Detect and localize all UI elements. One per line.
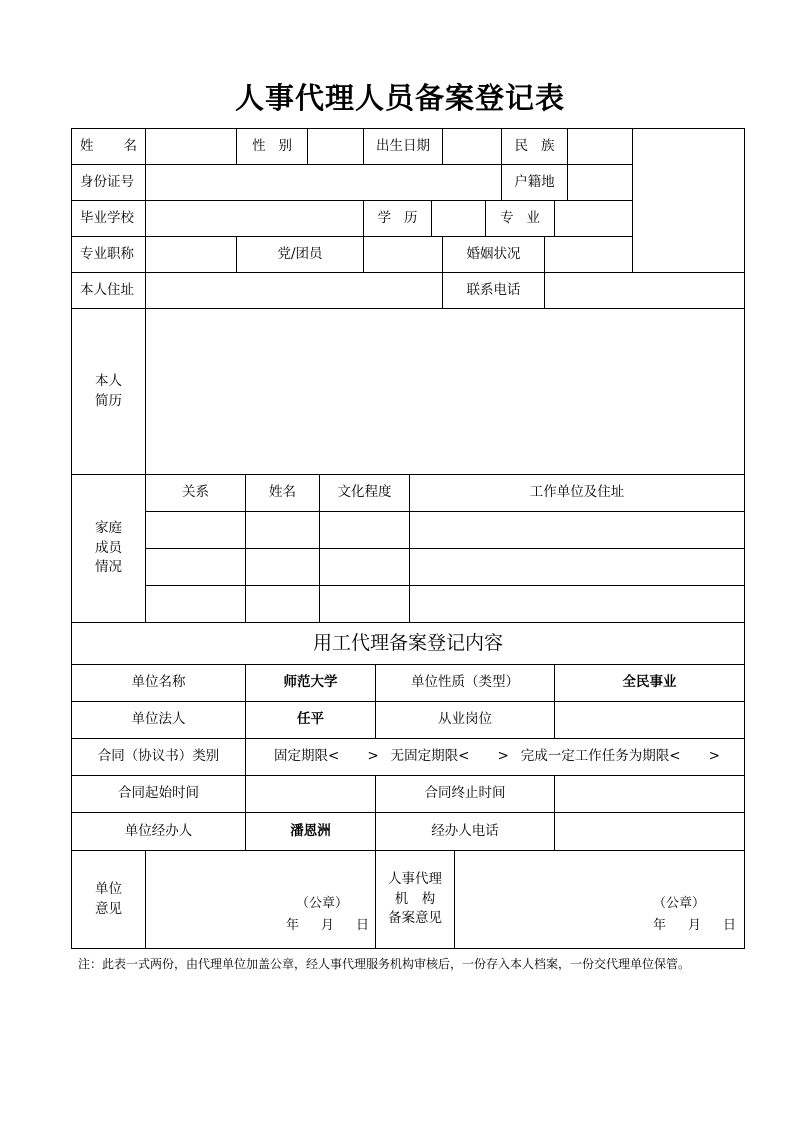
name-label-char-2: 名 — [123, 137, 137, 154]
party-label: 党/团员 — [236, 236, 364, 273]
agency-section-title: 用工代理备案登记内容 — [71, 622, 745, 665]
contract-option-fixed-end: > — [367, 748, 379, 765]
position-label: 从业岗位 — [375, 701, 555, 739]
family-cell[interactable] — [145, 511, 246, 549]
legal-person-value: 任平 — [245, 701, 376, 739]
contract-option-fixed[interactable]: 固定期限< — [274, 748, 340, 765]
agency-seal-text: （公章） — [653, 896, 706, 911]
address-input[interactable] — [145, 272, 443, 309]
major-label-char-2: 业 — [526, 209, 540, 226]
family-cell[interactable] — [319, 548, 410, 586]
handler-value: 潘恩洲 — [245, 812, 376, 851]
family-header-workplace: 工作单位及住址 — [409, 474, 745, 512]
unit-date-month: 月 — [321, 918, 335, 933]
professional-title-input[interactable] — [145, 236, 237, 273]
agency-date-day: 日 — [723, 918, 737, 933]
family-cell[interactable] — [245, 511, 320, 549]
form-title: 人事代理人员备案登记表 — [234, 81, 565, 115]
unit-opinion-box[interactable] — [145, 850, 376, 949]
unit-name-label: 单位名称 — [71, 664, 246, 702]
address-label: 本人住址 — [71, 272, 146, 309]
family-cell[interactable] — [145, 548, 246, 586]
family-header-education: 文化程度 — [319, 474, 410, 512]
school-label: 毕业学校 — [71, 200, 146, 237]
contract-type-label: 合同（协议书）类别 — [71, 738, 246, 776]
party-input[interactable] — [363, 236, 443, 273]
contract-type-options[interactable] — [245, 738, 745, 776]
unit-seal-text: （公章） — [296, 896, 349, 911]
contract-start-input[interactable] — [245, 775, 376, 813]
ethnic-label-char-2: 族 — [540, 137, 555, 154]
unit-opinion-label — [71, 850, 146, 949]
id-input[interactable] — [145, 164, 502, 201]
agency-opinion-label-line-1: 人事代理 — [388, 871, 442, 888]
contract-option-open[interactable]: 无固定期限< — [390, 748, 470, 765]
ethnic-label — [501, 128, 568, 165]
family-label-line-3: 情况 — [95, 559, 122, 576]
handler-phone-input[interactable] — [554, 812, 745, 851]
gender-label-char-2: 别 — [278, 137, 292, 154]
family-label-line-1: 家庭 — [95, 520, 122, 537]
school-input[interactable] — [145, 200, 364, 237]
agency-date-month: 月 — [688, 918, 702, 933]
contract-option-task[interactable]: 完成一定工作任务为期限< — [520, 748, 681, 765]
registration-form — [71, 128, 745, 949]
marital-label: 婚姻状况 — [442, 236, 545, 273]
marital-input[interactable] — [544, 236, 633, 273]
ethnic-input[interactable] — [567, 128, 633, 165]
agency-date-year: 年 — [653, 918, 667, 933]
agency-opinion-label-line-2: 机 构 — [394, 890, 436, 907]
agency-opinion-box[interactable] — [454, 850, 745, 949]
phone-label: 联系电话 — [442, 272, 545, 309]
contract-start-label: 合同起始时间 — [71, 775, 246, 813]
handler-phone-label: 经办人电话 — [375, 812, 555, 851]
agency-opinion-label — [375, 850, 455, 949]
id-label: 身份证号 — [71, 164, 146, 201]
unit-type-value: 全民事业 — [554, 664, 745, 702]
major-label — [485, 200, 555, 237]
position-input[interactable] — [554, 701, 745, 739]
hukou-label: 户籍地 — [501, 164, 568, 201]
family-cell[interactable] — [245, 585, 320, 623]
family-cell[interactable] — [409, 585, 745, 623]
ethnic-label-char-1: 民 — [514, 137, 529, 154]
gender-label-char-1: 性 — [252, 137, 266, 154]
family-cell[interactable] — [409, 548, 745, 586]
professional-title-label: 专业职称 — [71, 236, 146, 273]
family-cell[interactable] — [319, 585, 410, 623]
edu-label-char-1: 学 — [377, 209, 392, 226]
major-label-char-1: 专 — [500, 209, 514, 226]
handler-label: 单位经办人 — [71, 812, 246, 851]
family-label — [71, 474, 146, 623]
resume-label-line-1: 本人 — [95, 372, 122, 389]
unit-name-value: 师范大学 — [245, 664, 376, 702]
gender-label — [236, 128, 308, 165]
resume-label — [71, 308, 146, 475]
contract-option-task-end: > — [708, 748, 720, 765]
legal-person-label: 单位法人 — [71, 701, 246, 739]
education-input[interactable] — [431, 200, 486, 237]
contract-option-open-end: > — [497, 748, 509, 765]
unit-type-label: 单位性质（类型） — [375, 664, 555, 702]
resume-label-line-2: 简历 — [95, 392, 122, 409]
agency-opinion-label-line-3: 备案意见 — [388, 910, 442, 927]
family-label-line-2: 成员 — [95, 539, 122, 556]
major-input[interactable] — [554, 200, 633, 237]
phone-input[interactable] — [544, 272, 745, 309]
photo-box[interactable] — [632, 128, 745, 273]
edu-label-char-2: 历 — [403, 209, 418, 226]
family-cell[interactable] — [409, 511, 745, 549]
family-cell[interactable] — [245, 548, 320, 586]
education-label — [363, 200, 432, 237]
family-header-name: 姓名 — [245, 474, 320, 512]
name-label-char-1: 姓 — [80, 137, 94, 154]
unit-date-day: 日 — [356, 918, 370, 933]
contract-end-label: 合同终止时间 — [375, 775, 555, 813]
hukou-input[interactable] — [567, 164, 633, 201]
unit-opinion-label-line-2: 意见 — [95, 900, 122, 917]
birth-label: 出生日期 — [363, 128, 443, 165]
resume-input[interactable] — [145, 308, 745, 475]
unit-date-year: 年 — [286, 918, 300, 933]
family-header-relation: 关系 — [145, 474, 246, 512]
unit-opinion-label-line-1: 单位 — [95, 880, 122, 897]
name-label — [71, 128, 146, 165]
name-input[interactable] — [145, 128, 237, 165]
gender-input[interactable] — [307, 128, 364, 165]
family-cell[interactable] — [319, 511, 410, 549]
birth-input[interactable] — [442, 128, 502, 165]
contract-end-input[interactable] — [554, 775, 745, 813]
family-cell[interactable] — [145, 585, 246, 623]
footnote: 注：此表一式两份，由代理单位加盖公章，经人事代理服务机构审核后，一份存入本人档案，一份交代理单位保管。 — [78, 957, 691, 971]
